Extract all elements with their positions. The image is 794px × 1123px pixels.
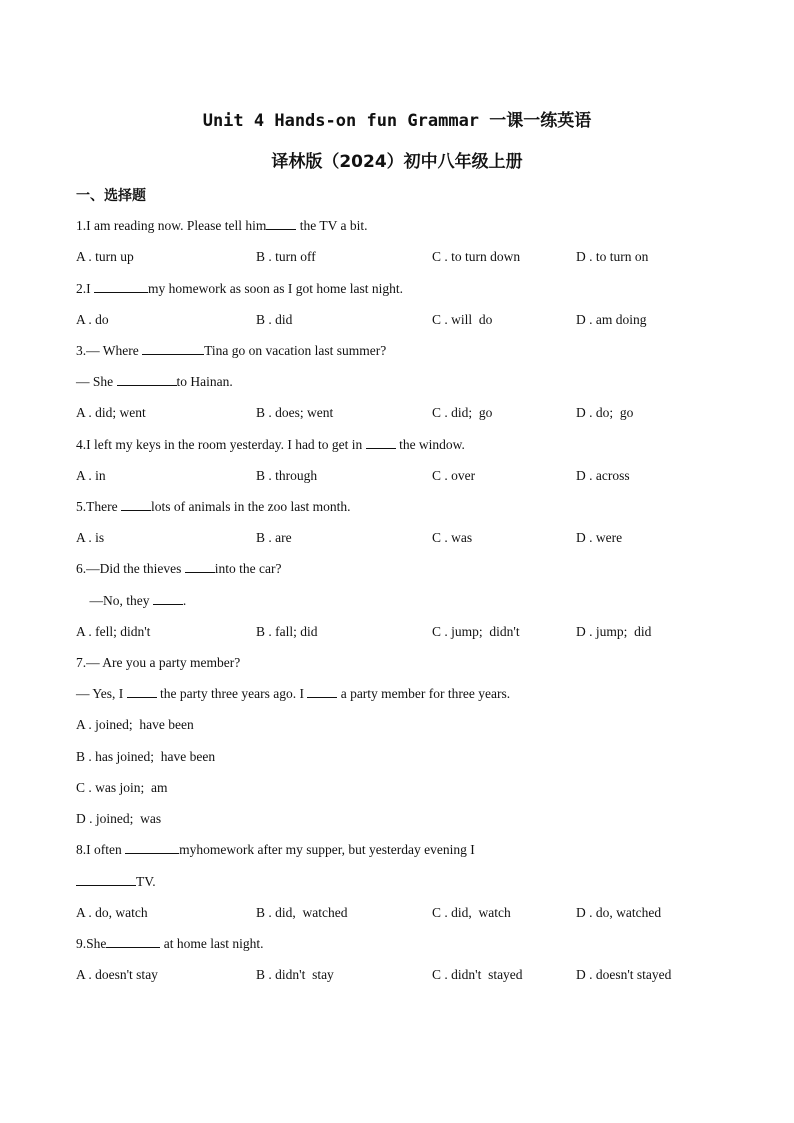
question-7-option-d: D . joined; was — [76, 811, 162, 826]
answer-blank — [266, 217, 296, 230]
question-9-stem: 9.She at home last night. — [76, 936, 264, 951]
answer-blank — [121, 498, 151, 511]
answer-blank — [307, 685, 337, 698]
document-title: Unit 4 Hands-on fun Grammar 一课一练英语 — [202, 111, 592, 131]
question-9-option-d: D . doesn't stayed — [576, 967, 672, 982]
question-2-option-c: C . will do — [432, 312, 493, 327]
question-2-option-b: B . did — [256, 312, 293, 327]
question-5-option-a: A . is — [76, 530, 105, 545]
question-2-stem: 2.I my homework as soon as I got home last night. — [76, 281, 403, 296]
question-5-stem: 5.There lots of animals in the zoo last month. — [76, 499, 351, 514]
question-5-option-c: C . was — [432, 530, 473, 545]
question-3-option-a: A . did; went — [76, 405, 146, 420]
question-6-option-d: D . jump; did — [576, 624, 652, 639]
question-6-response: —No, they . — [76, 593, 187, 608]
question-1-option-b: B . turn off — [256, 249, 316, 264]
question-5-option-b: B . are — [256, 530, 292, 545]
answer-blank — [366, 436, 396, 449]
question-3-stem: 3.— Where Tina go on vacation last summer? — [76, 343, 387, 358]
question-7-stem: 7.— Are you a party member? — [76, 655, 241, 670]
question-5-option-d: D . were — [576, 530, 623, 545]
question-7-option-c: C . was join; am — [76, 780, 168, 795]
question-1-option-c: C . to turn down — [432, 249, 521, 264]
question-4-option-d: D . across — [576, 468, 630, 483]
question-8-option-d: D . do, watched — [576, 905, 662, 920]
section-heading: 一、选择题 — [76, 188, 146, 204]
answer-blank — [127, 685, 157, 698]
question-4-option-a: A . in — [76, 468, 106, 483]
document-subtitle: 译林版（2024）初中八年级上册 — [271, 152, 523, 172]
question-2-option-d: D . am doing — [576, 312, 647, 327]
question-1-stem: 1.I am reading now. Please tell him the TV a bit. — [76, 218, 368, 233]
question-7-response: — Yes, I the party three years ago. I a party member for three years. — [76, 686, 511, 701]
question-7-option-a: A . joined; have been — [76, 717, 194, 732]
question-8-option-a: A . do, watch — [76, 905, 148, 920]
question-3-option-b: B . does; went — [256, 405, 334, 420]
question-2-option-a: A . do — [76, 312, 109, 327]
answer-blank — [106, 935, 160, 948]
answer-blank — [76, 873, 136, 886]
question-1-option-a: A . turn up — [76, 249, 134, 264]
question-6-option-c: C . jump; didn't — [432, 624, 520, 639]
question-9-option-c: C . didn't stayed — [432, 967, 523, 982]
question-3-option-d: D . do; go — [576, 405, 634, 420]
question-6-option-a: A . fell; didn't — [76, 624, 151, 639]
question-9-option-a: A . doesn't stay — [76, 967, 158, 982]
question-3-response: — She to Hainan. — [76, 374, 233, 389]
question-8-option-c: C . did, watch — [432, 905, 511, 920]
question-8-stem: 8.I often myhomework after my supper, but yesterday evening I — [76, 842, 475, 857]
question-7-option-b: B . has joined; have been — [76, 749, 216, 764]
answer-blank — [94, 280, 148, 293]
question-9-option-b: B . didn't stay — [256, 967, 334, 982]
answer-blank — [117, 373, 177, 386]
answer-blank — [125, 841, 179, 854]
question-4-stem: 4.I left my keys in the room yesterday. I had to get in the window. — [76, 437, 465, 452]
answer-blank — [153, 592, 183, 605]
question-6-option-b: B . fall; did — [256, 624, 318, 639]
question-4-option-c: C . over — [432, 468, 476, 483]
answer-blank — [142, 342, 204, 355]
question-4-option-b: B . through — [256, 468, 318, 483]
question-1-option-d: D . to turn on — [576, 249, 649, 264]
question-3-option-c: C . did; go — [432, 405, 493, 420]
question-6-stem: 6.—Did the thieves into the car? — [76, 561, 282, 576]
question-8-stem-continued: TV. — [76, 873, 156, 891]
answer-blank — [185, 560, 215, 573]
question-8-option-b: B . did, watched — [256, 905, 348, 920]
